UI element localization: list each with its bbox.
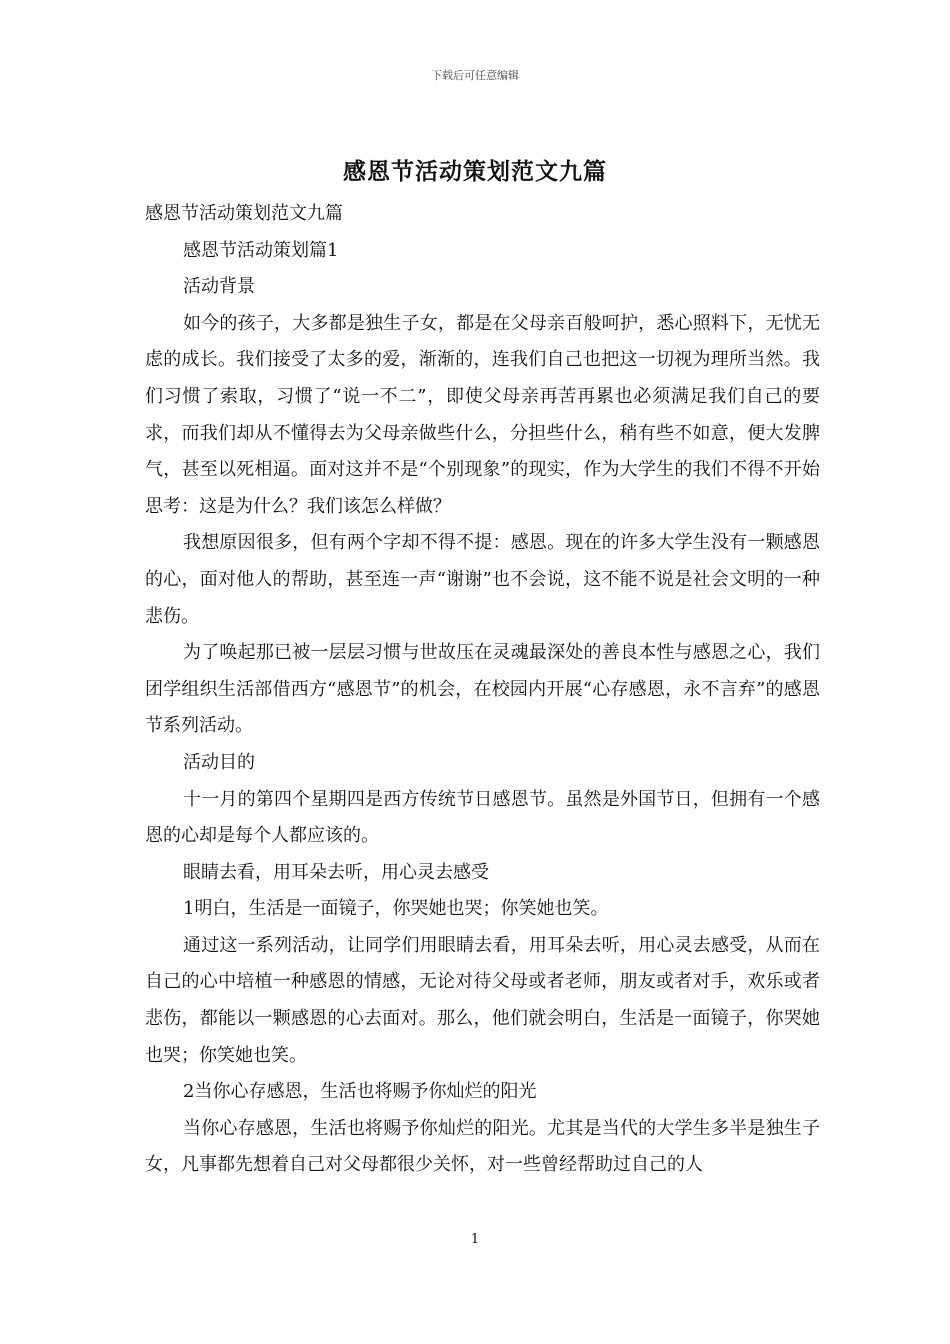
paragraph: 感恩节活动策划篇1 [183,239,339,261]
paragraph: 为了唤起那已被一层层习惯与世故压在灵魂最深处的善良本性与感恩之心，我们团学组织生活部借西方“感恩节”的机会，在校园内开展“心存感恩，永不言弃”的感恩节系列活动。 [145,642,820,737]
paragraph: 活动目的 [183,751,255,773]
paragraph: 如今的孩子，大多都是独生子女，都是在父母亲百般呵护，悉心照料下，无忧无虑的成长。我们接受了太多的爱，渐渐的，连我们自己也把这一切视为理所当然。我们习惯了索取，习惯了“说一不二”，即使父母亲再苦再累也必须满足我们自己的要求，而我们却从不懂得去为父母亲做些什么，分担些什么，稍有些不如意，便大发脾气，甚至以死相逼。面对这并不是“个别现象”的现实，作为大学生的我们不得不开始思考：这是为什么？我们该怎么样做？ [145,312,820,517]
paragraph: 2当你心存感恩，生活也将赐予你灿烂的阳光 [183,1081,537,1103]
paragraph: 通过这一系列活动，让同学们用眼睛去看，用耳朵去听，用心灵去感受，从而在自己的心中培植一种感恩的情感，无论对待父母或者老师，朋友或者对手，欢乐或者悲伤，都能以一颗感恩的心去面对。那么，他们就会明白，生活是一面镜子，你哭她也哭；你笑她也笑。 [145,934,820,1066]
paragraph: 当你心存感恩，生活也将赐予你灿烂的阳光。尤其是当代的大学生多半是独生子女，凡事都先想着自己对父母都很少关怀，对一些曾经帮助过自己的人 [145,1117,820,1176]
page-header-note: 下载后可任意编辑 [431,69,519,82]
paragraph: 1明白，生活是一面镜子，你哭她也哭；你笑她也笑。 [183,898,609,920]
document-title: 感恩节活动策划范文九篇 [343,158,607,185]
page-number: 1 [470,1232,480,1247]
paragraph: 我想原因很多，但有两个字却不得不提：感恩。现在的许多大学生没有一颗感恩的心，面对他人的帮助，甚至连一声“谢谢”也不会说，这不能不说是社会文明的一种悲伤。 [145,532,820,627]
document-body [145,196,820,1184]
paragraph: 活动背景 [183,276,255,298]
paragraph: 十一月的第四个星期四是西方传统节日感恩节。虽然是外国节日，但拥有一个感恩的心却是每个人都应该的。 [145,788,820,847]
paragraph: 眼睛去看，用耳朵去听，用心灵去感受 [183,861,489,883]
paragraph: 感恩节活动策划范文九篇 [145,203,343,224]
